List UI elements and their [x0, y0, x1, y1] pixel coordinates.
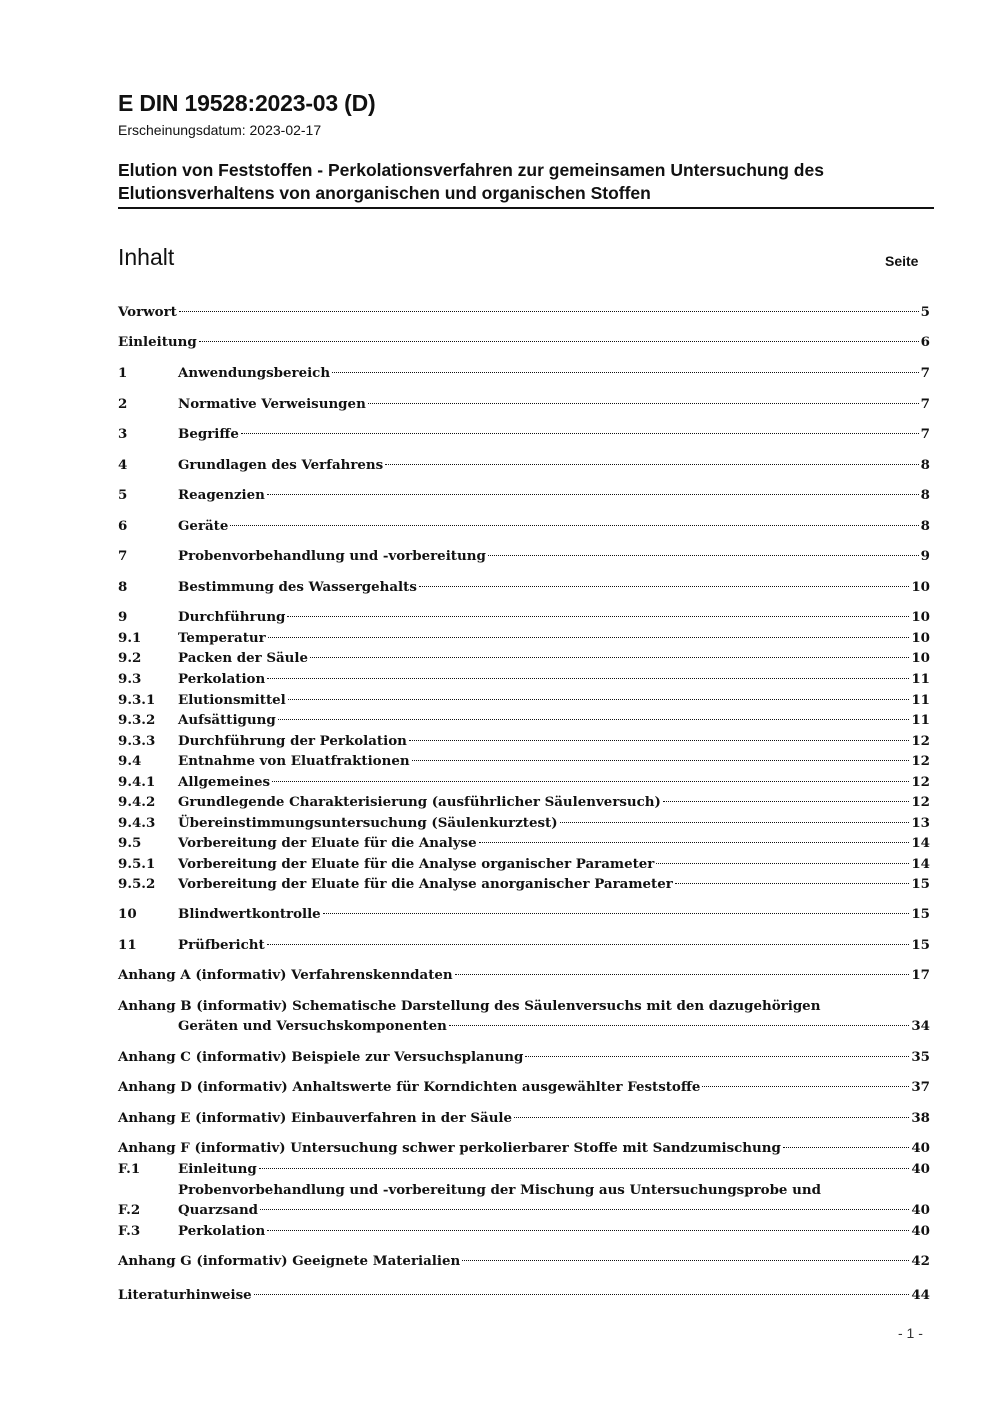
toc-entry-title: Grundlegende Charakterisierung (ausführlicher Säulenversuch) — [178, 794, 661, 810]
toc-entry[interactable] — [118, 1159, 930, 1179]
toc-entry-page: 11 — [911, 671, 930, 687]
toc-entry-title: Vorbereitung der Eluate für die Analyse — [178, 835, 477, 851]
toc-entry-title: Einleitung — [178, 1161, 257, 1177]
toc-entry[interactable] — [118, 772, 930, 792]
dot-leader — [514, 1117, 909, 1118]
toc-entry-page: 10 — [911, 650, 930, 666]
toc-entry[interactable] — [118, 485, 930, 505]
toc-entry-title: Quarzsand — [178, 1202, 259, 1218]
toc-entry[interactable] — [118, 1221, 930, 1241]
dot-leader — [455, 974, 910, 975]
toc-entry[interactable] — [118, 394, 930, 414]
toc-entry[interactable] — [118, 874, 930, 894]
toc-entry-page: 5 — [920, 304, 930, 320]
toc-entry-page: 42 — [911, 1253, 930, 1269]
toc-entry-title: Perkolation — [178, 1223, 266, 1239]
dot-leader — [288, 699, 910, 700]
publication-date: Erscheinungsdatum: 2023-02-17 — [118, 122, 322, 138]
toc-entry[interactable] — [118, 1285, 930, 1305]
toc-entry-number: 1 — [118, 365, 128, 381]
toc-entry-page: 15 — [911, 906, 930, 922]
dot-leader — [267, 494, 919, 495]
toc-entry-title: Anhang A (informativ) Verfahrenskenndaten — [118, 967, 453, 983]
toc-entry-page: 34 — [911, 1018, 930, 1034]
toc-entry[interactable] — [118, 1047, 930, 1067]
dot-leader — [267, 1230, 909, 1231]
toc-entry[interactable] — [118, 833, 930, 853]
toc-entry-title: Literaturhinweise — [118, 1287, 252, 1303]
toc-entry[interactable] — [118, 302, 930, 322]
toc-entry-page: 12 — [911, 753, 930, 769]
toc-entry-page: 38 — [911, 1110, 930, 1126]
toc-entry-page: 40 — [911, 1223, 930, 1239]
toc-entry-number: 10 — [118, 906, 137, 922]
toc-entry[interactable] — [118, 710, 930, 730]
dot-leader — [385, 464, 918, 465]
toc-entry-page: 6 — [920, 334, 930, 350]
toc-entry-number: 9.4.2 — [118, 794, 156, 810]
toc-entry-page: 13 — [911, 815, 930, 831]
toc-entry-page: 12 — [911, 794, 930, 810]
toc-entry-title: Elutionsmittel — [178, 692, 286, 708]
toc-entry[interactable] — [118, 792, 930, 812]
toc-entry-title: Einleitung — [118, 334, 197, 350]
toc-entry-page: 7 — [920, 396, 930, 412]
toc-entry[interactable] — [118, 854, 930, 874]
toc-entry[interactable] — [118, 577, 930, 597]
toc-entry-title: Anhang D (informativ) Anhaltswerte für Korndichten ausgewählter Feststoffe — [118, 1079, 701, 1095]
toc-entry-title: Prüfbericht — [178, 937, 265, 953]
toc-entry-title: Probenvorbehandlung und -vorbereitung — [178, 548, 486, 564]
dot-leader — [267, 678, 909, 679]
toc-entry-title: Durchführung der Perkolation — [178, 733, 407, 749]
toc-entry-page: 14 — [911, 835, 930, 851]
toc-entry-title: Perkolation — [178, 671, 266, 687]
toc-entry-title: Blindwertkontrolle — [178, 906, 321, 922]
dot-leader — [287, 616, 909, 617]
toc-entry[interactable] — [118, 813, 930, 833]
dot-leader — [525, 1056, 909, 1057]
toc-entry[interactable] — [118, 1251, 930, 1271]
toc-entry-title: Entnahme von Eluatfraktionen — [178, 753, 410, 769]
dot-leader — [254, 1294, 910, 1295]
toc-entry-number: 5 — [118, 487, 128, 503]
toc-entry-title: Begriffe — [178, 426, 239, 442]
dot-leader — [278, 719, 910, 720]
dot-leader — [260, 1209, 909, 1210]
toc-entry-page: 8 — [920, 518, 930, 534]
toc-entry[interactable] — [118, 363, 930, 383]
toc-entry-page: 10 — [911, 630, 930, 646]
toc-entry-first-line: Anhang B (informativ) Schematische Darstellung des Säulenversuchs mit den dazugehörigen — [118, 998, 821, 1014]
toc-entry-page: 35 — [911, 1049, 930, 1065]
toc-entry[interactable] — [118, 1200, 930, 1220]
toc-entry-number: 9.1 — [118, 630, 142, 646]
toc-entry-page: 15 — [911, 937, 930, 953]
toc-entry[interactable] — [118, 965, 930, 985]
toc-entry[interactable] — [118, 332, 930, 352]
toc-entry[interactable] — [118, 751, 930, 771]
toc-entry[interactable] — [118, 516, 930, 536]
dot-leader — [449, 1025, 910, 1026]
toc-entry-title: Anhang E (informativ) Einbauverfahren in der Säule — [118, 1110, 513, 1126]
dot-leader — [702, 1086, 909, 1087]
toc-entry-page: 40 — [911, 1140, 930, 1156]
dot-leader — [259, 1168, 910, 1169]
toc-entry-first-line: Probenvorbehandlung und -vorbereitung der Mischung aus Untersuchungsprobe und — [178, 1182, 821, 1198]
dot-leader — [663, 801, 909, 802]
toc-entry-page: 44 — [911, 1287, 930, 1303]
toc-entry-title: Geräte — [178, 518, 229, 534]
toc-entry-page: 8 — [920, 487, 930, 503]
toc-entry-number: 9 — [118, 609, 128, 625]
dot-leader — [462, 1260, 909, 1261]
toc-entry-number: 6 — [118, 518, 128, 534]
toc-entry-title: Reagenzien — [178, 487, 265, 503]
toc-entry[interactable] — [118, 904, 930, 924]
dot-leader — [419, 586, 909, 587]
toc-entry-page: 15 — [911, 876, 930, 892]
toc-entry[interactable] — [118, 935, 930, 955]
toc-entry-number: 9.4.1 — [118, 774, 156, 790]
toc-entry-number: 4 — [118, 457, 128, 473]
toc-entry-page: 8 — [920, 457, 930, 473]
toc-page-column-heading: Seite — [885, 253, 919, 269]
dot-leader — [479, 842, 910, 843]
dot-leader — [560, 822, 910, 823]
toc-entry-page: 40 — [911, 1161, 930, 1177]
dot-leader — [241, 433, 919, 434]
toc-entry-number: 9.3.2 — [118, 712, 156, 728]
toc-entry-number: 9.5.2 — [118, 876, 156, 892]
toc-entry-page: 9 — [920, 548, 930, 564]
toc-entry-page: 10 — [911, 579, 930, 595]
document-title: Elution von Feststoffen - Perkolationsverfahren zur gemeinsamen Untersuchung des Elutionsverhaltens von anorganischen und organischen Stoffen — [118, 159, 934, 209]
toc-entry-number: 2 — [118, 396, 128, 412]
dot-leader — [656, 863, 909, 864]
toc-entry-title: Grundlagen des Verfahrens — [178, 457, 384, 473]
dot-leader — [488, 555, 919, 556]
toc-entry-title: Anhang F (informativ) Untersuchung schwer perkolierbarer Stoffe mit Sandzumischung — [118, 1140, 781, 1156]
dot-leader — [310, 657, 909, 658]
toc-entry-number: 3 — [118, 426, 128, 442]
toc-entry-number: 9.5.1 — [118, 856, 156, 872]
toc-entry-number: 9.4.3 — [118, 815, 156, 831]
toc-entry[interactable] — [118, 648, 930, 668]
toc-entry-number: 8 — [118, 579, 128, 595]
toc-entry[interactable] — [118, 1077, 930, 1097]
toc-entry-page: 11 — [911, 692, 930, 708]
toc-entry-number: 9.4 — [118, 753, 142, 769]
toc-entry[interactable] — [118, 628, 930, 648]
dot-leader — [409, 740, 909, 741]
toc-entry-title: Vorwort — [118, 304, 177, 320]
toc-entry-title: Anhang G (informativ) Geeignete Materialien — [118, 1253, 461, 1269]
dot-leader — [268, 637, 910, 638]
dot-leader — [199, 341, 919, 342]
toc-entry-title: Geräten und Versuchskomponenten — [178, 1018, 447, 1034]
dot-leader — [179, 311, 919, 312]
toc-entry-number: 9.3 — [118, 671, 142, 687]
toc-entry[interactable] — [118, 607, 930, 627]
toc-entry-number: 9.3.3 — [118, 733, 156, 749]
toc-entry-number: 11 — [118, 937, 137, 953]
toc-entry[interactable] — [118, 546, 930, 566]
toc-entry-title: Allgemeines — [178, 774, 271, 790]
toc-entry[interactable] — [178, 1016, 930, 1036]
toc-entry-number: 9.3.1 — [118, 692, 156, 708]
toc-entry-page: 11 — [911, 712, 930, 728]
toc-entry-title: Normative Verweisungen — [178, 396, 366, 412]
toc-entry-title: Bestimmung des Wassergehalts — [178, 579, 417, 595]
toc-entry[interactable] — [118, 424, 930, 444]
toc-entry-number: 7 — [118, 548, 128, 564]
toc-entry-page: 37 — [911, 1079, 930, 1095]
dot-leader — [323, 913, 910, 914]
toc-entry-page: 10 — [911, 609, 930, 625]
dot-leader — [412, 760, 910, 761]
toc-entry[interactable] — [118, 731, 930, 751]
toc-entry[interactable] — [118, 455, 930, 475]
toc-entry-title: Packen der Säule — [178, 650, 309, 666]
dot-leader — [230, 525, 918, 526]
dot-leader — [267, 944, 910, 945]
toc-heading: Inhalt — [118, 244, 175, 270]
toc-entry-page: 12 — [911, 733, 930, 749]
dot-leader — [272, 781, 909, 782]
toc-entry-title: Temperatur — [178, 630, 266, 646]
dot-leader — [332, 372, 919, 373]
toc-entry-number: 9.5 — [118, 835, 142, 851]
document-id: E DIN 19528:2023-03 (D) — [118, 90, 376, 116]
toc-entry-title: Vorbereitung der Eluate für die Analyse organischer Parameter — [178, 856, 655, 872]
toc-entry-number: F.2 — [118, 1202, 141, 1218]
toc-entry-page: 40 — [911, 1202, 930, 1218]
toc-entry-page: 7 — [920, 426, 930, 442]
dot-leader — [368, 403, 919, 404]
toc-entry-title: Vorbereitung der Eluate für die Analyse anorganischer Parameter — [178, 876, 673, 892]
toc-entry-number: F.3 — [118, 1223, 141, 1239]
toc-entry-title: Anhang C (informativ) Beispiele zur Versuchsplanung — [118, 1049, 524, 1065]
toc-entry-title: Durchführung — [178, 609, 286, 625]
toc-entry-number: 9.2 — [118, 650, 142, 666]
toc-entry-title: Übereinstimmungsuntersuchung (Säulenkurztest) — [178, 815, 558, 831]
toc-entry[interactable] — [118, 1108, 930, 1128]
toc-entry-page: 17 — [911, 967, 930, 983]
toc-entry-title: Anwendungsbereich — [178, 365, 331, 381]
page-number: - 1 - — [898, 1325, 923, 1341]
toc-entry-page: 14 — [911, 856, 930, 872]
toc-entry-page: 7 — [920, 365, 930, 381]
toc-entry[interactable] — [118, 690, 930, 710]
dot-leader — [675, 883, 910, 884]
toc-entry-title: Aufsättigung — [178, 712, 276, 728]
toc-entry[interactable] — [118, 669, 930, 689]
toc-entry-page: 12 — [911, 774, 930, 790]
toc-entry-number: F.1 — [118, 1161, 141, 1177]
dot-leader — [783, 1147, 909, 1148]
toc-entry[interactable] — [118, 1138, 930, 1158]
